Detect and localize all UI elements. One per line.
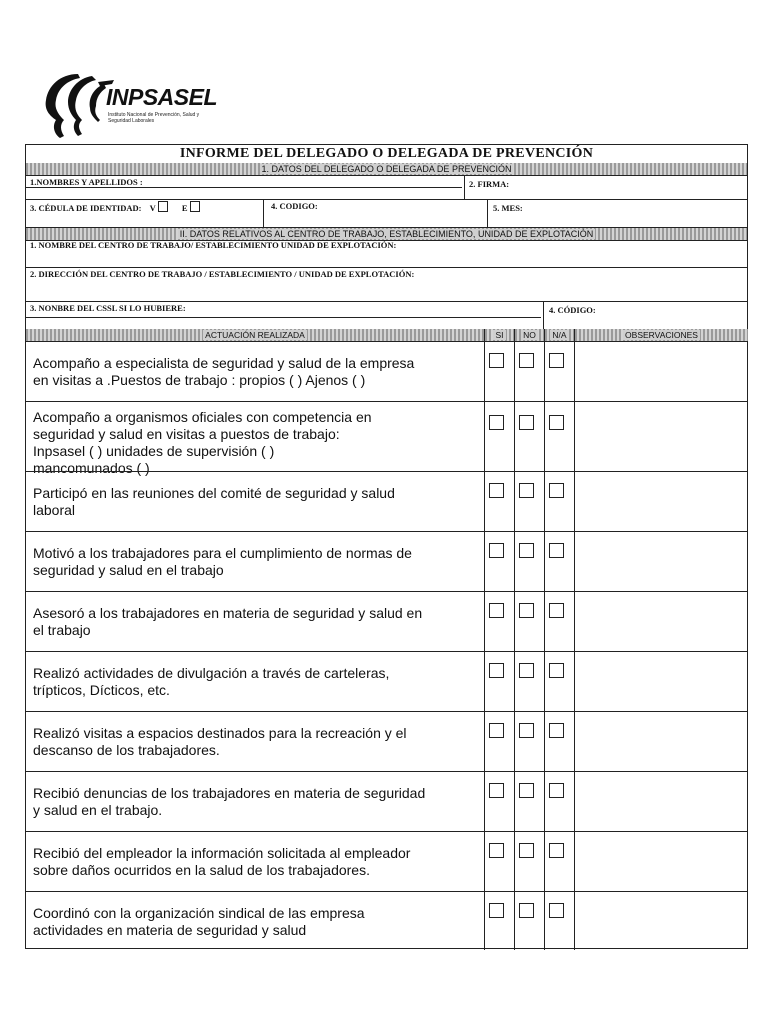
actuacion-text: Motivó a los trabajadores para el cumplimiento de normas de seguridad y salud en el trabajo [33,545,412,578]
actuacion-text: Recibió denuncias de los trabajadores en materia de seguridad y salud en el trabajo. [33,785,426,818]
table-row [26,831,748,891]
firma-label: 2. FIRMA: [469,179,510,189]
checkbox-si[interactable] [489,415,504,430]
nombre-centro-label: 1. NOMBRE DEL CENTRO DE TRABAJO/ ESTABLECIMIENTO UNIDAD DE EXPLOTACIÓN: [30,240,397,250]
table-row [26,471,748,531]
observaciones-field[interactable] [575,401,748,471]
cedula-e-checkbox[interactable] [190,201,200,212]
checkbox-na[interactable] [549,353,564,368]
col-si: SI [485,329,514,341]
checkbox-na[interactable] [549,663,564,678]
col-na: N/A [545,329,574,341]
checkbox-na[interactable] [549,723,564,738]
checkbox-no[interactable] [519,353,534,368]
checkbox-no[interactable] [519,415,534,430]
report-form [25,144,748,949]
observaciones-field[interactable] [575,471,748,531]
actuacion-text: Realizó visitas a espacios destinados para la recreación y el descanso de los trabajadores. [33,725,407,758]
checkbox-no[interactable] [519,783,534,798]
actuacion-text: Acompaño a organismos oficiales con competencia en seguridad y salud en visitas a puestos de trabajo: Inpsasel ( ) unidades de supervisión ( ) mancomunados ( ) [33,409,372,476]
checkbox-si[interactable] [489,603,504,618]
table-row [26,651,748,711]
table-row [26,341,748,401]
checkbox-na[interactable] [549,603,564,618]
observaciones-field[interactable] [575,651,748,711]
table-row [26,771,748,831]
checkbox-no[interactable] [519,843,534,858]
checkbox-si[interactable] [489,353,504,368]
observaciones-field[interactable] [575,531,748,591]
nombres-label: 1.NOMBRES Y APELLIDOS : [30,177,143,187]
observaciones-field[interactable] [575,341,748,401]
checkbox-no[interactable] [519,603,534,618]
checkbox-si[interactable] [489,483,504,498]
table-row [26,891,748,950]
checkbox-si[interactable] [489,663,504,678]
checkbox-na[interactable] [549,483,564,498]
table-row [26,591,748,651]
table-row [26,401,748,476]
checkbox-no[interactable] [519,543,534,558]
cedula-v-checkbox[interactable] [158,201,168,212]
actuacion-text: Participó en las reuniones del comité de seguridad y salud laboral [33,485,395,518]
direccion-label: 2. DIRECCIÓN DEL CENTRO DE TRABAJO / ESTABLECIMIENTO / UNIDAD DE EXPLOTACIÓN: [30,269,415,279]
observaciones-field[interactable] [575,771,748,831]
cedula-label: 3. CÉDULA DE IDENTIDAD: V E [30,201,200,213]
checkbox-no[interactable] [519,663,534,678]
col-observaciones: OBSERVACIONES [575,329,748,341]
mes-label: 5. MES: [493,203,523,213]
form-title: INFORME DEL DELEGADO O DELEGADA DE PREVENCIÓN [179,146,594,161]
checkbox-no[interactable] [519,483,534,498]
checkbox-no[interactable] [519,723,534,738]
observaciones-field[interactable] [575,831,748,891]
checkbox-na[interactable] [549,783,564,798]
checkbox-no[interactable] [519,903,534,918]
observaciones-field[interactable] [575,891,748,950]
table-row [26,711,748,771]
section-2-header: II. DATOS RELATIVOS AL CENTRO DE TRABAJO, ESTABLECIMIENTO, UNIDAD DE EXPLOTACIÓN [26,228,747,240]
checkbox-na[interactable] [549,843,564,858]
brand-name: INPSASEL [106,84,218,110]
observaciones-field[interactable] [575,591,748,651]
checkbox-si[interactable] [489,903,504,918]
table-row [26,531,748,591]
checkbox-na[interactable] [549,415,564,430]
codigo-label: 4. CODIGO: [271,201,318,211]
cssl-label: 3. NONBRE DEL CSSL SI LO HUBIERE: [30,303,186,313]
brand-tagline: Instituto Nacional de Prevención, Salud y Seguridad Laborales [108,112,200,124]
col-actuacion: ACTUACIÓN REALIZADA [26,329,484,341]
actuacion-text: Asesoró a los trabajadores en materia de seguridad y salud en el trabajo [33,605,423,638]
checkbox-si[interactable] [489,543,504,558]
checkbox-si[interactable] [489,783,504,798]
actuacion-text: Acompaño a especialista de seguridad y salud de la empresa en visitas a .Puestos de trabajo : propios ( ) Ajenos ( ) [33,355,415,388]
col-no: NO [515,329,544,341]
observaciones-field[interactable] [575,711,748,771]
section-1-header: 1. DATOS DEL DELEGADO O DELEGADA DE PREVENCIÓN [26,163,747,175]
codigo-centro-label: 4. CÓDIGO: [549,305,596,315]
checkbox-na[interactable] [549,903,564,918]
checkbox-na[interactable] [549,543,564,558]
checkbox-si[interactable] [489,723,504,738]
actuacion-text: Realizó actividades de divulgación a través de carteleras, trípticos, Dícticos, etc. [33,665,390,698]
checkbox-si[interactable] [489,843,504,858]
actuacion-text: Coordinó con la organización sindical de las empresa actividades en materia de seguridad y salud [33,905,365,938]
actuacion-text: Recibió del empleador la información solicitada al empleador sobre daños ocurridos en la salud de los trabajadores. [33,845,411,878]
